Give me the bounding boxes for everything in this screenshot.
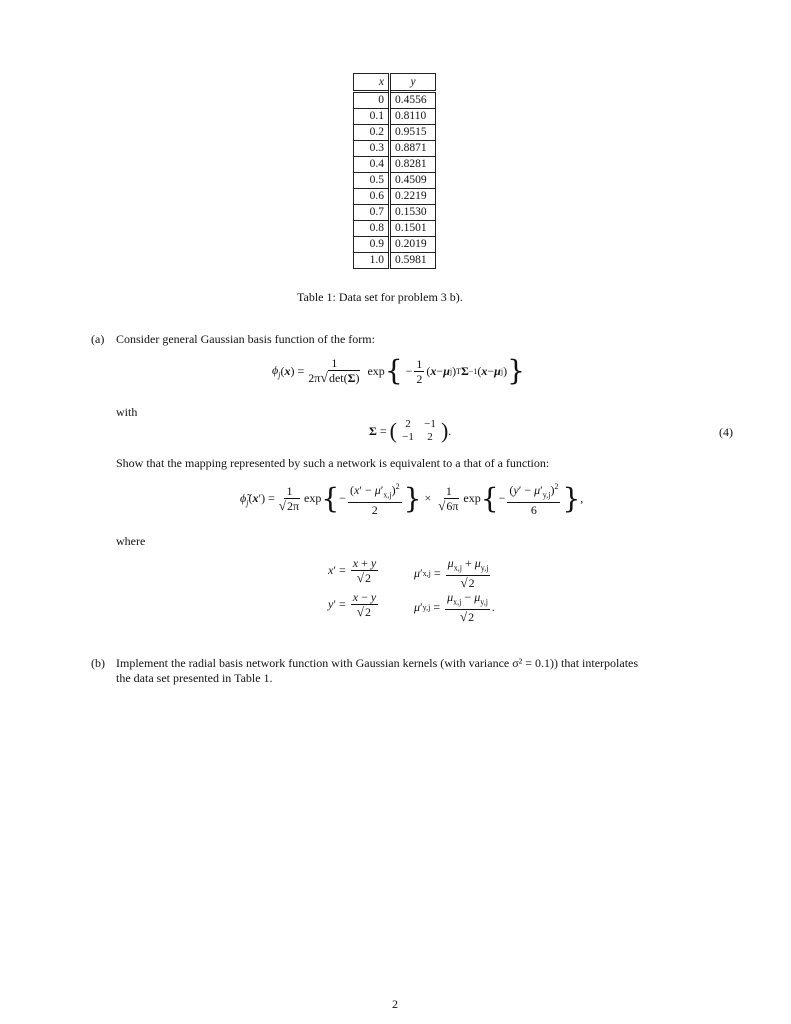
header-x: x bbox=[354, 74, 390, 92]
with-text: with bbox=[116, 405, 138, 419]
table-caption: Table 1: Data set for problem 3 b). bbox=[297, 290, 463, 304]
table-row bbox=[354, 253, 436, 269]
show-text: Show that the mapping represented by such a network is equivalent to a that of a function: bbox=[116, 456, 550, 470]
cell-y: 0.4509 bbox=[390, 173, 436, 189]
equation-sigma-matrix: Σ = ( 2 −1 −1 2 ) . bbox=[369, 418, 452, 443]
header-y: y bbox=[390, 74, 436, 92]
cell-x: 0.4 bbox=[354, 157, 390, 173]
cell-x: 0.3 bbox=[354, 141, 390, 157]
part-b-line2: the data set presented in Table 1. bbox=[116, 671, 273, 685]
equation-gaussian-basis: $\phi_j$ ( x ) = $\frac{1}{2\pi√\det(\Sigma)}$ exp { − $\frac{1}{2}$ ( x − μ j ) T Σ −1 ( x − μ j ) } bbox=[272, 354, 525, 387]
equation-mu-x-prime: μ ′ x,j = $\frac{\mu_{x,j} + \mu_{y,j}}{√2}$ bbox=[414, 556, 489, 591]
data-table bbox=[353, 73, 436, 269]
cell-y: 0.5981 bbox=[390, 253, 436, 269]
table-row bbox=[354, 157, 436, 173]
cell-y: 0.9515 bbox=[390, 125, 436, 141]
part-a-intro: Consider general Gaussian basis function of the form: bbox=[116, 332, 375, 346]
cell-y: 0.2019 bbox=[390, 237, 436, 253]
equation-mu-y-prime: μ ′ y,j = $\frac{\mu_{x,j} - \mu_{y,j}}{√2}$ . bbox=[414, 590, 495, 625]
equation-phi-tilde: $\phĩ_j$ ( x ′) = $\frac{1}{√2\pi}$ exp { − $\frac{(x' - \mu'_{x,j})^2}{2}$ } × $\frac{1}{√6\pi}$ exp { − $\frac{(y' - \mu'_{y,j})^2}{6}$ } , bbox=[240, 481, 584, 518]
table-body bbox=[354, 92, 436, 269]
cell-x: 0.6 bbox=[354, 189, 390, 205]
table-row bbox=[354, 237, 436, 253]
cell-x: 0.2 bbox=[354, 125, 390, 141]
part-b-line1: Implement the radial basis network function with Gaussian kernels (with variance σ² = 0.1)) that interpolates bbox=[116, 656, 639, 670]
part-b-label: (b) bbox=[91, 656, 105, 670]
table-row bbox=[354, 205, 436, 221]
table-row bbox=[354, 221, 436, 237]
cell-x: 0.7 bbox=[354, 205, 390, 221]
cell-y: 0.8871 bbox=[390, 141, 436, 157]
cell-x: 0 bbox=[354, 92, 390, 109]
cell-y: 0.1530 bbox=[390, 205, 436, 221]
table-row bbox=[354, 173, 436, 189]
part-a-label: (a) bbox=[91, 332, 105, 346]
page-number: 2 bbox=[392, 997, 398, 1011]
cell-y: 0.8110 bbox=[390, 109, 436, 125]
table-row bbox=[354, 92, 436, 109]
cell-x: 1.0 bbox=[354, 253, 390, 269]
cell-y: 0.2219 bbox=[390, 189, 436, 205]
table-row bbox=[354, 125, 436, 141]
cell-x: 0.9 bbox=[354, 237, 390, 253]
cell-y: 0.4556 bbox=[390, 92, 436, 109]
equation-number: (4) bbox=[719, 425, 733, 439]
equation-y-prime: y ′ = $\frac{x - y}{√2}$ bbox=[328, 590, 377, 619]
cell-x: 0.1 bbox=[354, 109, 390, 125]
table-row bbox=[354, 189, 436, 205]
cell-y: 0.1501 bbox=[390, 221, 436, 237]
cell-y: 0.8281 bbox=[390, 157, 436, 173]
where-text: where bbox=[116, 534, 146, 548]
equation-x-prime: x ′ = $\frac{x + y}{√2}$ bbox=[328, 556, 377, 585]
table-row bbox=[354, 109, 436, 125]
cell-x: 0.8 bbox=[354, 221, 390, 237]
table-row bbox=[354, 141, 436, 157]
cell-x: 0.5 bbox=[354, 173, 390, 189]
